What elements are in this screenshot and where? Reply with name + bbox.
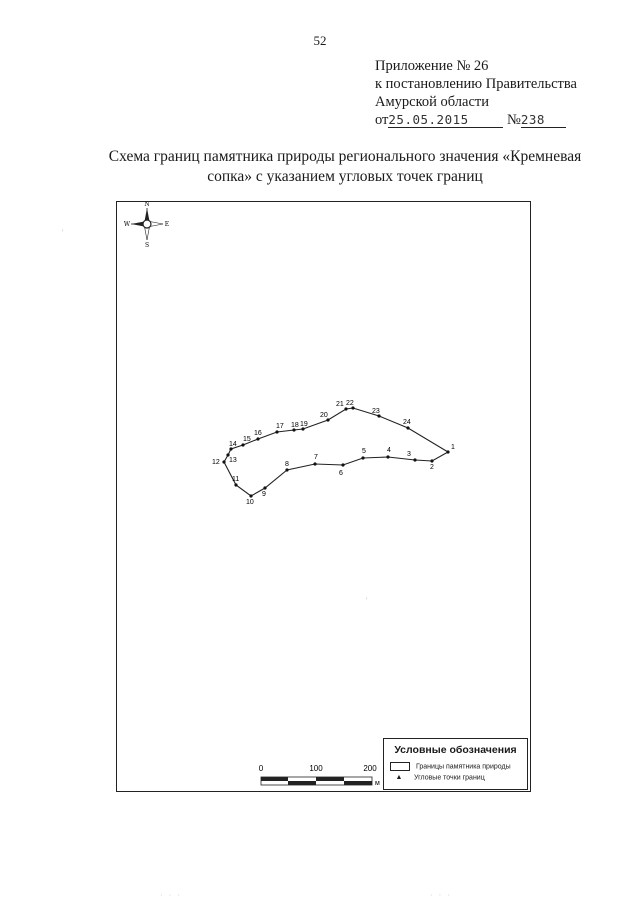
compass-e: E bbox=[164, 221, 170, 228]
scale-tick-100: 100 bbox=[309, 764, 323, 773]
compass-s: S bbox=[144, 242, 150, 249]
scale-seg bbox=[288, 781, 316, 785]
boundary-point-label: 8 bbox=[285, 461, 289, 468]
boundary-point-label: 19 bbox=[300, 421, 308, 428]
boundary-point-marker bbox=[222, 460, 225, 463]
boundary-point-label: 23 bbox=[372, 408, 380, 415]
title-line-2: сопка» с указанием угловых точек границ bbox=[207, 168, 483, 185]
boundary-point-marker bbox=[275, 430, 278, 433]
boundary-point-marker bbox=[430, 459, 433, 462]
map-canvas bbox=[117, 202, 530, 791]
scan-artifact: · · · bbox=[160, 891, 182, 900]
boundary-point-marker bbox=[413, 458, 416, 461]
legend-point-icon: ▲ bbox=[395, 774, 403, 781]
boundary-point-label: 12 bbox=[212, 459, 220, 466]
document-title bbox=[80, 147, 610, 187]
boundary-point-marker bbox=[406, 426, 409, 429]
scan-artifact: · · · bbox=[430, 891, 452, 900]
scale-unit: м bbox=[375, 780, 380, 787]
boundary-point-marker bbox=[341, 463, 344, 466]
boundary-point-label: 5 bbox=[362, 448, 366, 455]
scale-seg bbox=[261, 777, 288, 781]
compass-w: W bbox=[123, 221, 131, 228]
boundary-point-marker bbox=[249, 494, 252, 497]
boundary-points-layer bbox=[212, 400, 455, 506]
boundary-point-label: 11 bbox=[232, 476, 240, 483]
boundary-point-marker bbox=[386, 455, 389, 458]
number-value: 238 bbox=[520, 112, 545, 127]
boundary-point-label: 18 bbox=[291, 422, 299, 429]
legend-boundary-swatch bbox=[390, 762, 410, 771]
appendix-date-line bbox=[375, 111, 577, 129]
boundary-point-marker bbox=[446, 450, 449, 453]
boundary-point-label: 24 bbox=[403, 419, 411, 426]
boundary-point-marker bbox=[256, 437, 259, 440]
boundary-point-label: 1 bbox=[451, 444, 455, 451]
legend-title: Условные обозначения bbox=[394, 744, 517, 756]
date-value: 25.05.2015 bbox=[388, 112, 469, 127]
boundary-point-label: 20 bbox=[320, 412, 328, 419]
boundary-point-label: 6 bbox=[339, 470, 343, 477]
compass-n: N bbox=[144, 202, 150, 208]
boundary-point-label: 17 bbox=[276, 423, 284, 430]
boundary-point-label: 15 bbox=[243, 436, 251, 443]
legend-points-row bbox=[390, 774, 485, 781]
map-frame bbox=[116, 201, 531, 792]
page-number: 52 bbox=[313, 33, 327, 48]
compass-center-icon bbox=[143, 220, 151, 228]
title-line-1: Схема границ памятника природы регионального значения «Кремневая bbox=[108, 148, 582, 165]
scale-bar bbox=[259, 764, 380, 787]
boundary-point-label: 4 bbox=[387, 447, 391, 454]
legend bbox=[383, 738, 528, 790]
compass-rose bbox=[124, 202, 169, 249]
boundary-point-label: 3 bbox=[407, 451, 411, 458]
scale-tick-0: 0 bbox=[258, 764, 264, 773]
boundary-point-label: 13 bbox=[229, 457, 237, 464]
legend-boundary-row bbox=[390, 762, 511, 771]
boundary-point-label: 9 bbox=[262, 491, 266, 498]
boundary-point-label: 10 bbox=[246, 499, 254, 506]
boundary-point-marker bbox=[234, 483, 237, 486]
legend-points-label: Угловые точки границ bbox=[414, 774, 485, 782]
legend-boundary-label: Границы памятника природы bbox=[416, 763, 511, 771]
stray-mark: ' bbox=[62, 228, 64, 237]
boundary-point-label: 16 bbox=[254, 430, 262, 437]
boundary-point-marker bbox=[285, 468, 288, 471]
boundary-point-label: 7 bbox=[314, 454, 318, 461]
appendix-region: Амурской области bbox=[375, 94, 489, 110]
date-prefix: от bbox=[375, 112, 389, 128]
boundary-point-label: 2 bbox=[430, 464, 434, 471]
scale-tick-200: 200 bbox=[363, 764, 377, 773]
number-prefix: № bbox=[507, 112, 521, 128]
appendix-resolution: к постановлению Правительства bbox=[375, 76, 577, 92]
boundary-point-marker bbox=[361, 456, 364, 459]
stray-mark-2: ' bbox=[366, 596, 368, 605]
boundary-polygon bbox=[224, 408, 448, 496]
boundary-point-marker bbox=[313, 462, 316, 465]
boundary-point-marker bbox=[263, 486, 266, 489]
scale-seg bbox=[316, 777, 344, 781]
boundary-point-label: 22 bbox=[346, 400, 354, 407]
boundary-point-marker bbox=[241, 443, 244, 446]
boundary-point-marker bbox=[344, 407, 347, 410]
boundary-point-label: 21 bbox=[336, 401, 344, 408]
appendix-title: Приложение № 26 bbox=[375, 58, 489, 74]
appendix-block bbox=[375, 57, 577, 129]
scale-seg bbox=[344, 781, 372, 785]
boundary-point-label: 14 bbox=[229, 441, 237, 448]
